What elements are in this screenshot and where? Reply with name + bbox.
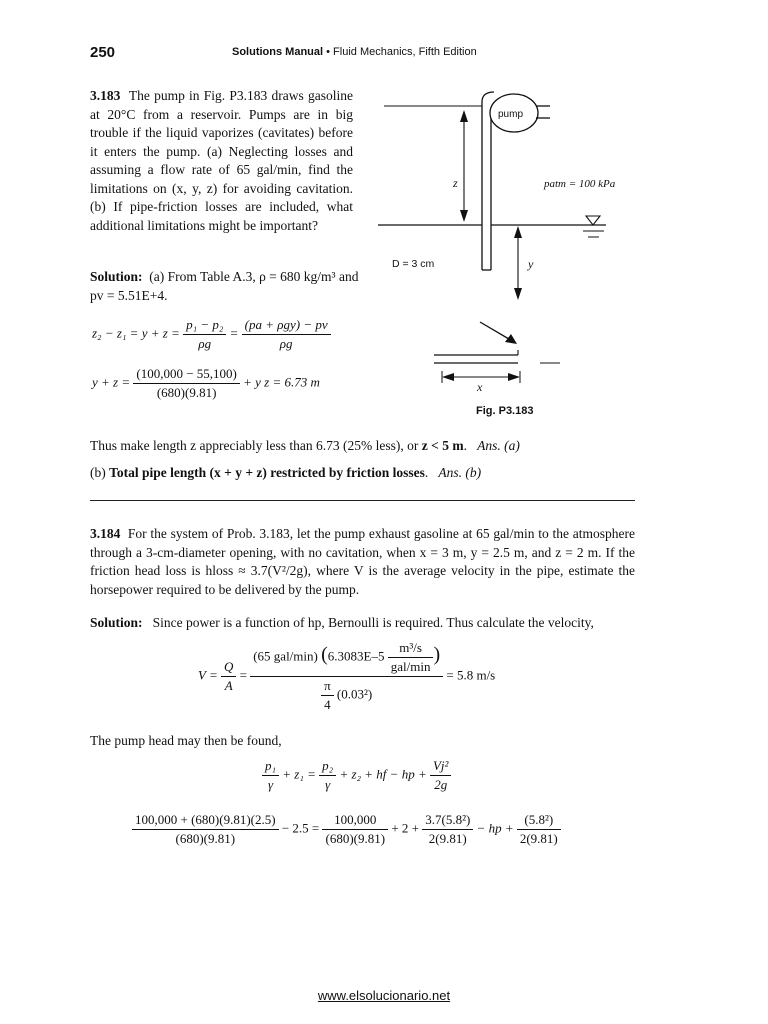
pi-over-4 <box>321 678 334 713</box>
solution-text: (a) From Table A.3, ρ = 680 kg/m³ and pv = 5.51E+4. <box>90 269 359 303</box>
num-term-2 <box>322 812 388 847</box>
header-title: Solutions Manual <box>232 46 324 58</box>
solution-3184-label: Solution: <box>90 615 143 630</box>
v-q: Q <box>221 659 236 677</box>
num-t1-num: 100,000 + (680)(9.81)(2.5) <box>132 812 279 830</box>
discharge-arrow-head <box>505 334 517 344</box>
solution-3184-text: Since power is a function of hp, Bernoulli is required. Thus calculate the velocity, <box>152 615 594 630</box>
numeric-equation <box>132 812 561 847</box>
problem-3184-statement <box>90 525 635 599</box>
figure-caption: Fig. P3.183 <box>476 405 534 417</box>
running-header <box>232 46 477 58</box>
v-flow-rate: (65 gal/min) <box>253 648 318 664</box>
v-four: 4 <box>324 697 331 712</box>
bern-mid2: + z₂ + hf − hp + <box>339 766 427 782</box>
bern-velocity-head <box>430 758 451 793</box>
answer-b-label: Ans. (b) <box>438 465 482 480</box>
q-over-a <box>221 659 236 694</box>
eq2-fraction <box>133 366 240 401</box>
v-result: = 5.8 m/s <box>446 667 496 683</box>
num-m2: + 2 + <box>391 820 419 836</box>
bern-vj: Vj² <box>430 758 451 776</box>
patm-label: patm = 100 kPa <box>544 178 616 190</box>
num-t2-num: 100,000 <box>322 812 388 830</box>
problem-3184-text: For the system of Prob. 3.183, let the pump exhaust gasoline at 65 gal/min to the atmosphere through a 3-cm-diameter opening, with no cavitation, when x = 3 m, y = 2.5 m, and z = 2 m. If the friction head loss is hloss ≈ 3.7(V²/2g), where V is the average velocity in the pipe, estimate the horsepower required to be delivered by the pump. <box>90 526 635 597</box>
y-arrow-up <box>514 226 522 238</box>
num-term-1 <box>132 812 279 847</box>
equation-z-difference: z₂ − z₁ = y + z = $\frac{\text{p₁ − p₂}}{\rho g}$ = $\frac{\text{(pa + ρgy) − pv}}{\rho g}$ <box>92 317 331 352</box>
num-term-4 <box>517 812 561 847</box>
answer-b-prefix: (b) <box>90 465 106 480</box>
figure-p3183 <box>378 84 640 424</box>
x-label: x <box>477 380 483 394</box>
v-conversion: 6.3083E–5 <box>327 648 385 664</box>
header-bullet: • <box>326 46 330 58</box>
v-pi: π <box>321 678 334 696</box>
velocity-fraction <box>250 640 443 713</box>
eq2-rhs: + y z = 6.73 m <box>243 374 320 390</box>
answer-a: Thus make length z appreciably less than 6.73 (25% less), or z < 5 m. Ans. (a) <box>90 438 520 453</box>
eq2-num: (100,000 − 55,100) <box>133 366 240 384</box>
num-m1: − 2.5 = <box>281 820 320 836</box>
bern-2g: 2g <box>434 777 448 792</box>
eq1-frac2-num: (pa + ρgy) − pv <box>242 317 331 335</box>
bern-p1: p₁ <box>262 758 279 776</box>
bern-gamma-2: γ <box>325 777 331 792</box>
num-t3-num: 3.7(5.8²) <box>422 812 473 830</box>
bern-p1-gamma <box>262 758 279 793</box>
footer-link[interactable]: www.elsolucionario.net <box>317 988 451 1003</box>
z-arrow-down <box>460 210 468 222</box>
v-conv-den: gal/min <box>390 659 431 674</box>
num-t4-den: 2(9.81) <box>519 831 558 846</box>
answer-a-text: Thus make length z appreciably less than 6.73 (25% less), or <box>90 438 419 453</box>
bern-p2-gamma <box>319 758 336 793</box>
answer-b-bold: Total pipe length (x + y + z) restricted by friction losses <box>109 465 425 480</box>
problem-3183-statement <box>90 87 353 235</box>
y-arrow-down <box>514 288 522 300</box>
header-subtitle: Fluid Mechanics, Fifth Edition <box>333 46 477 58</box>
pump-head-intro: The pump head may then be found, <box>90 733 282 748</box>
diameter-label: D = 3 cm <box>392 258 435 270</box>
bern-gamma-1: γ <box>267 777 274 792</box>
velocity-numerator: (65 gal/min) (6.3083E–5 $\frac{\text{m³/s}}{\text{gal/min}}$ ) <box>250 640 443 677</box>
velocity-equation: V = $\frac{Q}{A}$ = (65 gal/min) (6.3083E–5 $\frac{\text{m³/s}}{\text{gal/min}}$ ) $\frac{\pi}{4}$ (0.03²) = 5.8 m/s <box>198 640 496 712</box>
num-t1-den: (680)(9.81) <box>175 831 236 846</box>
eq1-frac2-den: ρg <box>279 336 293 351</box>
eq1-lhs: z₂ − z₁ = y + z = <box>92 325 180 341</box>
page-number: 250 <box>90 44 116 61</box>
problem-3183-solution <box>90 268 360 305</box>
x-arrow-right <box>508 373 520 381</box>
pipe-elbow <box>482 92 494 102</box>
eq1-frac1-den: ρg <box>198 336 212 351</box>
bernoulli-equation <box>262 758 451 793</box>
x-arrow-left <box>442 373 454 381</box>
equation-y-plus-z <box>92 366 320 401</box>
solution-label: Solution: <box>90 269 143 284</box>
velocity-denominator <box>250 677 443 713</box>
eq1-fraction-2 <box>242 317 331 352</box>
problem-3183-text: The pump in Fig. P3.183 draws gasoline at 20°C from a reservoir. Pumps are in big trouble if the liquid vaporizes (cavitates) before it enters the pump. (a) Neglecting losses and assuming a flow rate of 65 gal/min, find the limitations on (x, y, z) for avoiding cavitation. (b) If pipe-friction losses are included, what additional limitations might be important? <box>90 88 353 233</box>
v-lhs: V = <box>198 667 218 683</box>
v-diameter: (0.03²) <box>336 686 373 702</box>
num-m3: − hp + <box>476 820 514 836</box>
num-t3-den: 2(9.81) <box>428 831 467 846</box>
pump-label: pump <box>498 109 524 120</box>
answer-a-bold: z < 5 m <box>421 438 464 453</box>
num-t4-num: (5.8²) <box>517 812 561 830</box>
eq1-frac1-num: p₁ − p₂ <box>183 317 226 335</box>
v-conv-num: m³/s <box>388 640 434 658</box>
bern-mid1: + z₁ = <box>282 766 316 782</box>
problem-3183-number: 3.183 <box>90 88 121 103</box>
num-t2-den: (680)(9.81) <box>325 831 386 846</box>
eq2-den: (680)(9.81) <box>156 385 217 400</box>
z-arrow-up <box>460 110 468 122</box>
num-term-3 <box>422 812 473 847</box>
answer-a-label: Ans. (a) <box>477 438 520 453</box>
section-divider <box>90 500 635 501</box>
v-a: A <box>224 678 233 693</box>
z-label: z <box>453 176 458 190</box>
bern-p2: p₂ <box>319 758 336 776</box>
water-level-symbol <box>586 216 600 225</box>
problem-3184-number: 3.184 <box>90 526 121 541</box>
v-conversion-units <box>388 640 434 675</box>
answer-b: (b) Total pipe length (x + y + z) restricted by friction losses. Ans. (b) <box>90 465 482 480</box>
footer <box>0 988 768 1003</box>
eq1-fraction-1 <box>183 317 226 352</box>
problem-3184-solution <box>90 614 650 633</box>
eq2-lhs: y + z = <box>92 374 131 390</box>
y-label: y <box>528 257 534 271</box>
